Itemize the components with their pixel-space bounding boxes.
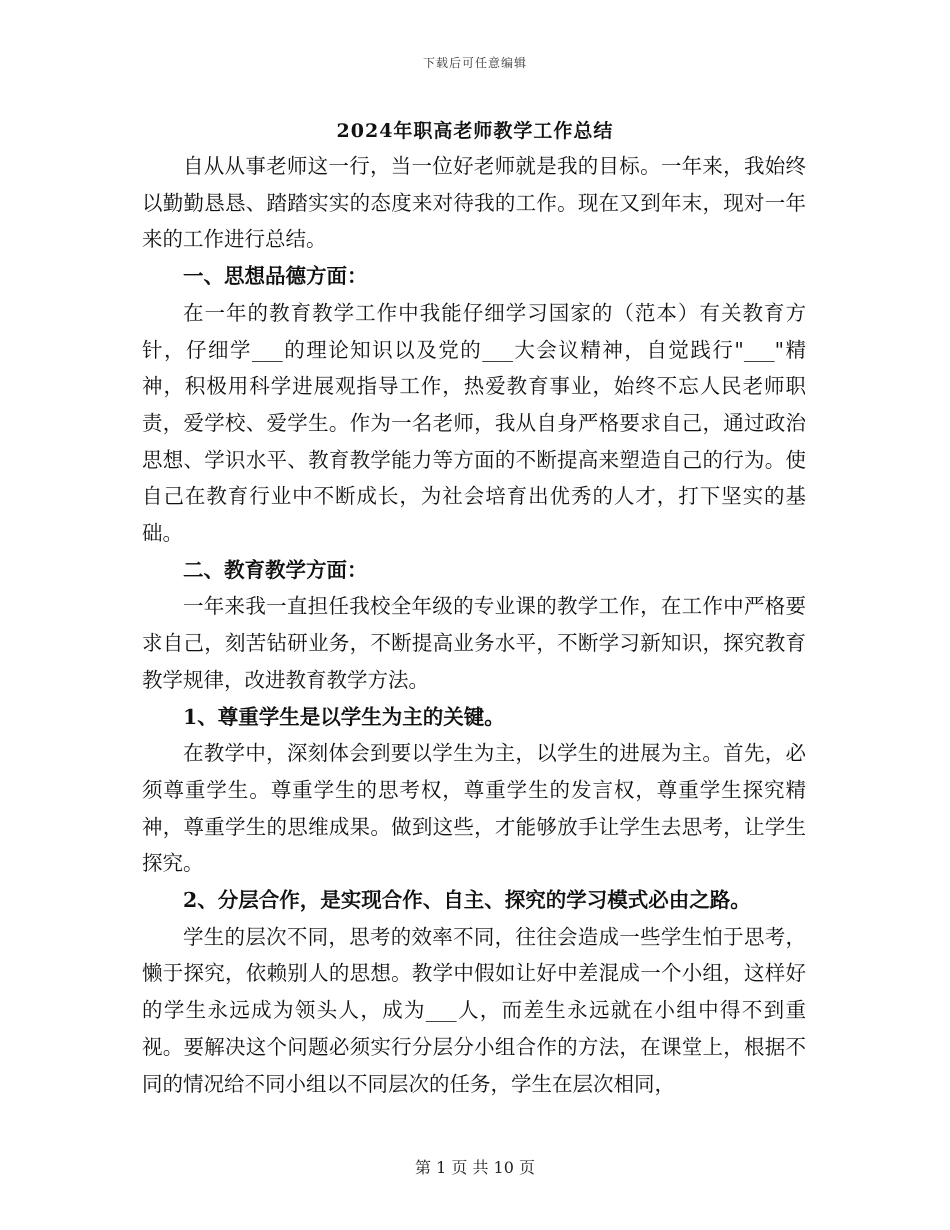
intro-paragraph: 自从从事老师这一行，当一位好老师就是我的目标。一年来，我始终以勤勤恳恳、踏踏实实的态度来对待我的工作。现在又到年末，现对一年来的工作进行总结。	[142, 154, 806, 252]
document-title: 2024年职高老师教学工作总结	[336, 120, 614, 142]
document-body	[142, 148, 806, 1102]
teaching-paragraph: 一年来我一直担任我校全年级的专业课的教学工作，在工作中严格要求自己，刻苦钻研业务，不断提高业务水平，不断学习新知识，探究教育教学规律，改进教育教学方法。	[142, 594, 806, 692]
subsection-heading-respect-students: 1、尊重学生是以学生为主的关键。	[183, 704, 505, 729]
page-footer-number: 第 1 页 共 10 页	[415, 1158, 535, 1177]
respect-students-paragraph: 在教学中，深刻体会到要以学生为主，以学生的进展为主。首先，必须尊重学生。尊重学生的思考权，尊重学生的发言权，尊重学生探究精神，尊重学生的思维成果。做到这些，才能够放手让学生去思考，让学生探究。	[142, 741, 806, 876]
subsection-heading-tiered-cooperation: 2、分层合作，是实现合作、自主、探究的学习模式必由之路。	[183, 888, 751, 913]
tiered-cooperation-paragraph: 学生的层次不同，思考的效率不同，往往会造成一些学生怕于思考，懒于探究，依赖别人的思想。教学中假如让好中差混成一个小组，这样好的学生永远成为领头人，成为___人，而差生永远就在小组中得不到重视。要解决这个问题必须实行分层分小组合作的方法，在课堂上，根据不同的情况给不同小组以不同层次的任务，学生在层次相同，	[142, 924, 806, 1096]
ideology-paragraph: 在一年的教育教学工作中我能仔细学习国家的（范本）有关教育方针，仔细学___的理论知识以及党的___大会议精神，自觉践行"___"精神，积极用科学进展观指导工作，热爱教育事业，始终不忘人民老师职责，爱学校、爱学生。作为一名老师，我从自身严格要求自己，通过政治思想、学识水平、教育教学能力等方面的不断提高来塑造自己的行为。使自己在教育行业中不断成长，为社会培育出优秀的人才，打下坚实的基础。	[142, 300, 806, 546]
page-header-note: 下载后可任意编辑	[422, 56, 527, 70]
section-heading-ideology: 一、思想品德方面：	[183, 264, 368, 289]
section-heading-teaching: 二、教育教学方面：	[183, 557, 368, 582]
